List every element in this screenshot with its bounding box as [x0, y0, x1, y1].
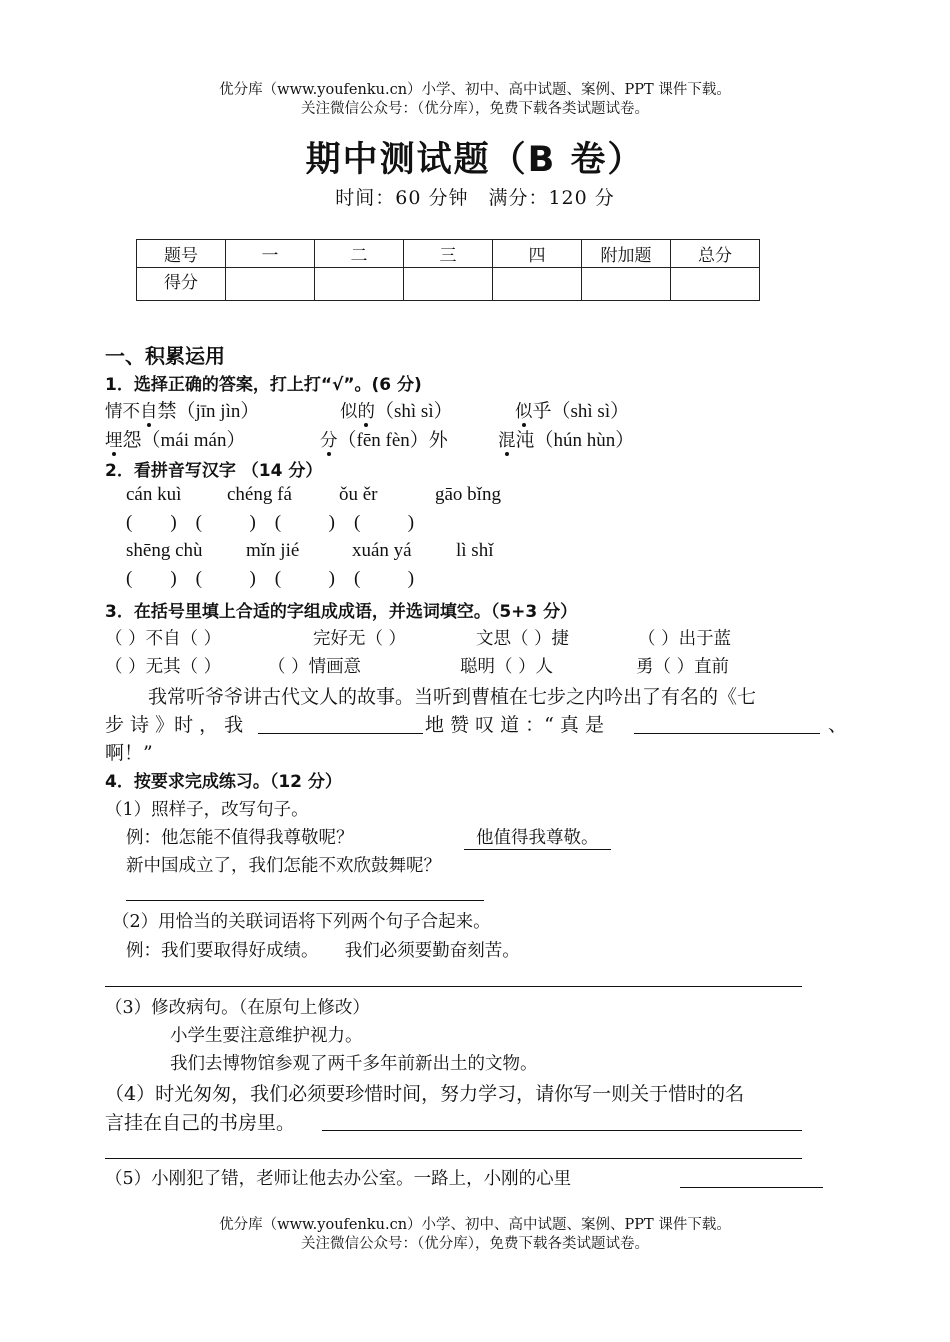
pinyin-item: gāo bǐng: [435, 484, 501, 505]
idiom-item: 完好无（ ）: [313, 629, 407, 649]
q3-paragraph: 步 诗 》时 ， 我: [105, 714, 244, 736]
pinyin-item: chéng fá: [227, 484, 292, 505]
q3-paragraph: 地 赞 叹 道 ：“ 真 是: [425, 714, 604, 736]
answer-line[interactable]: [680, 1187, 823, 1188]
q3-paragraph: 啊！”: [105, 742, 153, 764]
answer-line[interactable]: [105, 1158, 802, 1159]
q4-sub4-text: （4）时光匆匆，我们必须要珍惜时间，努力学习，请你写一则关于惜时的名: [105, 1083, 745, 1105]
score-blank-cell[interactable]: [226, 268, 315, 301]
q4-sub3-sentence: 小学生要注意维护视力。: [170, 1026, 363, 1046]
q1-item: 情不自禁（jīn jìn）: [105, 401, 260, 422]
q1-item: 分（fēn fèn）外: [320, 430, 448, 451]
q1-item: 混沌（hún hùn）: [498, 430, 635, 451]
footer-line-1: 优分库（www.youfenku.cn）小学、初中、高中试题、案例、PPT 课件下载。: [219, 1217, 731, 1233]
example-answer: 他值得我尊敬。: [464, 824, 611, 850]
q2-title: 2．看拼音写汉字 （14 分）: [105, 461, 323, 481]
idiom-item: （ ）不自（ ）: [105, 629, 222, 649]
idiom-item: （ ）情画意: [268, 657, 362, 677]
q4-sub1-question: 新中国成立了，我们怎能不欢欣鼓舞呢？: [126, 856, 441, 876]
q4-sub1-example: 例：他怎能不值得我尊敬呢？: [126, 828, 354, 848]
fill-blank-line[interactable]: [258, 733, 423, 734]
q3-paragraph: 、: [828, 714, 848, 736]
score-blank-cell[interactable]: [493, 268, 582, 301]
q1-item: 似的（shì sì）: [340, 401, 453, 422]
score-blank-cell[interactable]: [582, 268, 671, 301]
q1-title: 1．选择正确的答案，打上打“√”。(6 分): [105, 375, 422, 395]
pinyin-item: xuán yá: [352, 540, 412, 561]
q4-sub2-example: 例：我们要取得好成绩。 我们必须要勤奋刻苦。: [126, 941, 520, 961]
score-table-score-row: [137, 268, 760, 301]
idiom-item: 聪明（ ）人: [460, 657, 554, 677]
score-blank-cell[interactable]: [315, 268, 404, 301]
score-cell: 三: [404, 240, 493, 268]
score-blank-cell[interactable]: [404, 268, 493, 301]
score-table-header-row: [137, 240, 760, 268]
q1-item: 似乎（shì sì）: [515, 401, 630, 422]
q3-title: 3．在括号里填上合适的字组成成语，并选词填空。（5+3 分）: [105, 602, 578, 622]
q1-item: 埋怨（mái mán）: [105, 430, 246, 451]
score-cell: 题号: [137, 240, 226, 268]
q4-sub5-text: （5）小刚犯了错，老师让他去办公室。一路上，小刚的心里: [105, 1169, 572, 1189]
q4-sub1-title: （1）照样子，改写句子。: [105, 800, 309, 820]
q4-sub1-example-answer: [464, 824, 611, 850]
pinyin-item: shēng chù: [126, 540, 203, 561]
answer-brackets[interactable]: ( ) ( ) ( ) ( ): [126, 512, 415, 533]
score-cell: 附加题: [582, 240, 671, 268]
page-title: 期中测试题（B 卷）: [305, 140, 645, 180]
idiom-item: 文思（ ）捷: [476, 629, 570, 649]
dotted-char: 埋: [105, 431, 123, 451]
exam-time-score: 时间：60 分钟 满分：120 分: [335, 187, 615, 209]
q4-sub3-title: （3）修改病句。（在原句上修改）: [105, 998, 370, 1018]
pinyin-item: lì shǐ: [456, 540, 494, 561]
dotted-char: 似: [515, 402, 533, 422]
section-1-title: 一、积累运用: [105, 344, 225, 368]
header-line-2: 关注微信公众号：（优分库），免费下载各类试题试卷。: [301, 101, 649, 117]
dotted-char: 自: [140, 402, 158, 422]
dotted-char: 混: [498, 431, 516, 451]
dotted-char: 的: [357, 402, 375, 422]
pinyin-item: cán kuì: [126, 484, 182, 505]
answer-line[interactable]: [126, 900, 484, 901]
idiom-item: （ ）无其（ ）: [105, 657, 222, 677]
score-cell: 二: [315, 240, 404, 268]
pinyin-item: mǐn jié: [246, 540, 300, 561]
fill-blank-line[interactable]: [634, 733, 820, 734]
score-cell: 四: [493, 240, 582, 268]
score-table: [136, 239, 760, 301]
q4-sub2-title: （2）用恰当的关联词语将下列两个句子合起来。: [112, 912, 491, 932]
score-cell: 总分: [671, 240, 760, 268]
score-row-label: 得分: [137, 268, 226, 301]
idiom-item: 勇（ ）直前: [636, 657, 730, 677]
q4-sub3-sentence: 我们去博物馆参观了两千多年前新出土的文物。: [170, 1054, 538, 1074]
q4-sub4-text: 言挂在自己的书房里。: [105, 1112, 296, 1134]
answer-brackets[interactable]: ( ) ( ) ( ) ( ): [126, 568, 415, 589]
pinyin-item: ǒu ěr: [339, 484, 378, 505]
answer-line[interactable]: [322, 1130, 802, 1131]
q4-title: 4．按要求完成练习。（12 分）: [105, 772, 342, 792]
footer-line-2: 关注微信公众号：（优分库），免费下载各类试题试卷。: [301, 1236, 649, 1252]
dotted-char: 分: [320, 431, 338, 451]
score-blank-cell[interactable]: [671, 268, 760, 301]
header-line-1: 优分库（www.youfenku.cn）小学、初中、高中试题、案例、PPT 课件下载。: [219, 82, 731, 98]
q3-paragraph: 我常听爷爷讲古代文人的故事。当听到曹植在七步之内吟出了有名的《七: [148, 686, 757, 708]
answer-line[interactable]: [105, 986, 802, 987]
score-cell: 一: [226, 240, 315, 268]
idiom-item: （ ）出于蓝: [638, 629, 732, 649]
